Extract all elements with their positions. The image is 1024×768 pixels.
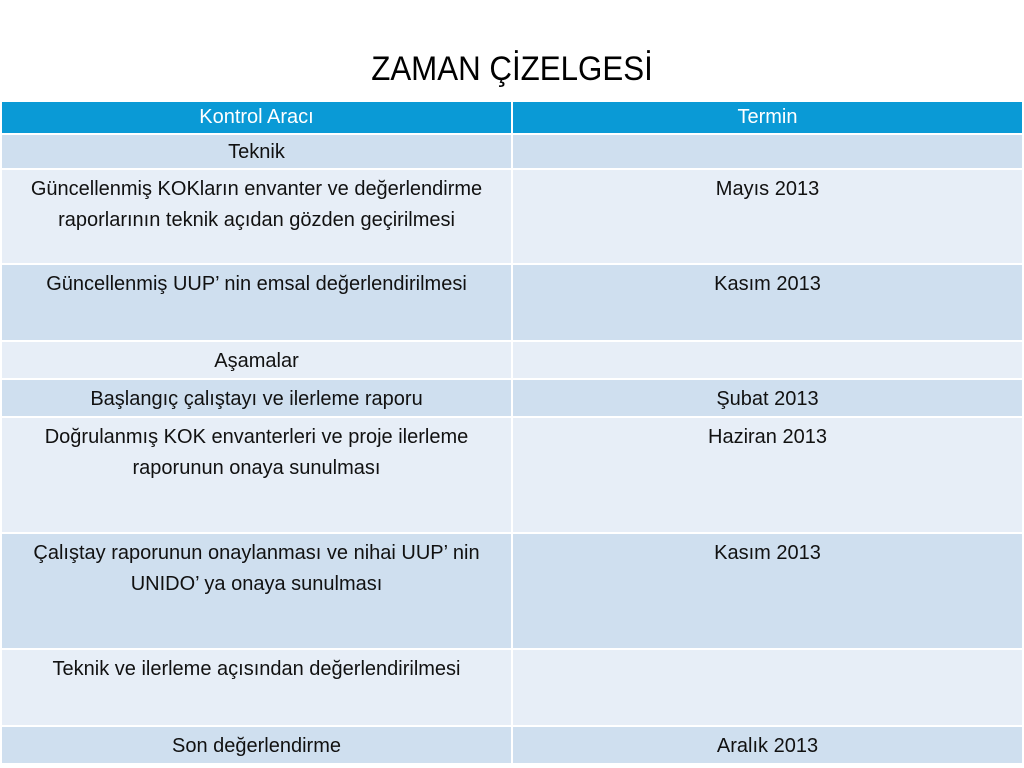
header-control-tool: Kontrol Aracı: [1, 101, 512, 134]
deadline-cell: Aralık 2013: [512, 726, 1023, 764]
table-row: [1, 264, 1023, 341]
table-row: [1, 341, 1023, 379]
header-deadline: Termin: [512, 101, 1023, 134]
table-header-row: [1, 101, 1023, 134]
deadline-cell: [512, 341, 1023, 379]
task-cell: Başlangıç çalıştayı ve ilerleme raporu: [1, 379, 512, 417]
slide-title: ZAMAN ÇİZELGESİ: [371, 50, 653, 88]
deadline-cell: Kasım 2013: [512, 264, 1023, 341]
deadline-cell: Mayıs 2013: [512, 169, 1023, 264]
task-cell: Güncellenmiş KOKların envanter ve değerlendirme raporlarının teknik açıdan gözden geçirilmesi: [1, 169, 512, 264]
table-row: [1, 379, 1023, 417]
table-row: [1, 726, 1023, 764]
task-cell: Güncellenmiş UUP’ nin emsal değerlendirilmesi: [1, 264, 512, 341]
deadline-cell: Kasım 2013: [512, 533, 1023, 649]
section-label: Teknik ve ilerleme açısından değerlendirilmesi: [1, 649, 512, 726]
task-cell: Çalıştay raporunun onaylanması ve nihai UUP’ nin UNIDO’ ya onaya sunulması: [1, 533, 512, 649]
section-label: Aşamalar: [1, 341, 512, 379]
section-label: Teknik: [1, 134, 512, 169]
task-cell: Doğrulanmış KOK envanterleri ve proje ilerleme raporunun onaya sunulması: [1, 417, 512, 533]
table-row: [1, 169, 1023, 264]
deadline-cell: [512, 649, 1023, 726]
table-row: [1, 533, 1023, 649]
task-cell: Son değerlendirme: [1, 726, 512, 764]
table-row: [1, 417, 1023, 533]
table-row: [1, 134, 1023, 169]
deadline-cell: [512, 134, 1023, 169]
table-row: [1, 649, 1023, 726]
schedule-table: [0, 100, 1024, 765]
deadline-cell: Şubat 2013: [512, 379, 1023, 417]
deadline-cell: Haziran 2013: [512, 417, 1023, 533]
